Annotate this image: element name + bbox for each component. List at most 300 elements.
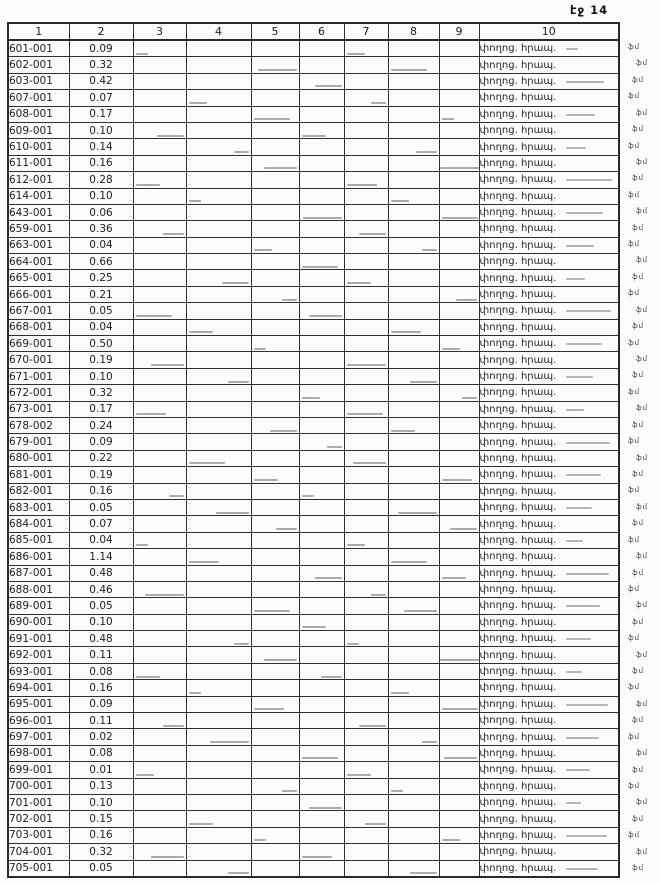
land-use-label: փողոց. հրապ. xyxy=(479,354,557,366)
land-use-label: փողոց. հրապ. xyxy=(479,731,557,743)
empty-cell xyxy=(251,270,299,286)
empty-cell xyxy=(439,549,479,565)
empty-cell xyxy=(344,811,388,827)
land-use-label: փողոց. հրապ. xyxy=(479,534,557,546)
empty-cell xyxy=(344,598,388,614)
empty-cell xyxy=(299,286,344,302)
empty-cell xyxy=(439,811,479,827)
empty-cell xyxy=(299,467,344,483)
land-use-cell xyxy=(479,499,619,515)
empty-cell xyxy=(299,745,344,761)
empty-cell xyxy=(251,352,299,368)
land-use-label: փողոց. հրապ. xyxy=(479,289,557,301)
empty-cell xyxy=(133,499,186,515)
empty-cell xyxy=(439,106,479,122)
parcel-id-cell: 601-001 xyxy=(8,40,69,57)
empty-cell xyxy=(299,827,344,843)
margin-note: ֆմ xyxy=(628,43,641,51)
table-row xyxy=(8,254,619,270)
parcel-id-cell: 659-001 xyxy=(8,221,69,237)
empty-cell xyxy=(251,254,299,270)
empty-cell xyxy=(388,237,439,253)
area-value-cell: 1.14 xyxy=(69,549,133,565)
land-use-label: փողոց. հրապ. xyxy=(479,797,557,809)
parcel-id-cell: 688-001 xyxy=(8,581,69,597)
empty-cell xyxy=(133,696,186,712)
empty-cell xyxy=(251,401,299,417)
table-row xyxy=(8,90,619,106)
land-use-label: փողոց. հրապ. xyxy=(479,59,557,71)
table-row xyxy=(8,467,619,483)
empty-cell xyxy=(299,57,344,73)
empty-cell xyxy=(133,106,186,122)
empty-cell xyxy=(299,811,344,827)
table-row xyxy=(8,614,619,630)
empty-cell xyxy=(439,204,479,220)
empty-cell xyxy=(251,729,299,745)
empty-cell xyxy=(299,303,344,319)
land-use-cell xyxy=(479,663,619,679)
land-use-label: փողոց. հրապ. xyxy=(479,567,557,579)
empty-cell xyxy=(133,319,186,335)
area-value-cell: 0.21 xyxy=(69,286,133,302)
empty-cell xyxy=(133,663,186,679)
empty-cell xyxy=(251,516,299,532)
empty-cell xyxy=(388,581,439,597)
empty-cell xyxy=(299,631,344,647)
empty-cell xyxy=(344,745,388,761)
empty-cell xyxy=(251,663,299,679)
table-body xyxy=(8,40,619,877)
empty-cell xyxy=(439,516,479,532)
empty-cell xyxy=(439,155,479,171)
table-row xyxy=(8,696,619,712)
parcel-id-cell: 702-001 xyxy=(8,811,69,827)
table-row xyxy=(8,106,619,122)
empty-cell xyxy=(299,352,344,368)
land-use-label: փողոց. հրապ. xyxy=(479,305,557,317)
empty-cell xyxy=(299,713,344,729)
header-row xyxy=(8,23,619,40)
area-value-cell: 0.10 xyxy=(69,794,133,810)
empty-cell xyxy=(388,270,439,286)
empty-cell xyxy=(299,385,344,401)
parcel-id-cell: 614-001 xyxy=(8,188,69,204)
empty-cell xyxy=(299,450,344,466)
empty-cell xyxy=(299,254,344,270)
land-use-label: փողոց. հրապ. xyxy=(479,223,557,235)
empty-cell xyxy=(299,729,344,745)
margin-note: ֆմ xyxy=(628,584,641,593)
empty-cell xyxy=(344,237,388,253)
empty-cell xyxy=(439,40,479,57)
land-use-cell xyxy=(479,450,619,466)
land-use-label: փողոց. հրապ. xyxy=(479,420,557,432)
parcel-id-cell: 701-001 xyxy=(8,794,69,810)
empty-cell xyxy=(388,319,439,335)
empty-cell xyxy=(388,385,439,401)
empty-cell xyxy=(133,303,186,319)
land-use-cell xyxy=(479,90,619,106)
empty-cell xyxy=(344,844,388,860)
empty-cell xyxy=(344,860,388,877)
empty-cell xyxy=(344,794,388,810)
empty-cell xyxy=(133,254,186,270)
parcel-id-cell: 689-001 xyxy=(8,598,69,614)
parcel-id-cell: 666-001 xyxy=(8,286,69,302)
empty-cell xyxy=(251,794,299,810)
empty-cell xyxy=(133,237,186,253)
land-use-cell xyxy=(479,237,619,253)
empty-cell xyxy=(133,778,186,794)
empty-cell xyxy=(133,450,186,466)
land-use-cell xyxy=(479,647,619,663)
parcel-id-cell: 608-001 xyxy=(8,106,69,122)
land-use-label: փողոց. հրապ. xyxy=(479,764,557,776)
empty-cell xyxy=(388,155,439,171)
land-use-cell xyxy=(479,811,619,827)
land-use-cell xyxy=(479,827,619,843)
empty-cell xyxy=(439,581,479,597)
empty-cell xyxy=(299,778,344,794)
empty-cell xyxy=(388,680,439,696)
empty-cell xyxy=(439,745,479,761)
empty-cell xyxy=(439,254,479,270)
land-use-cell xyxy=(479,204,619,220)
margin-note: ֆմ xyxy=(632,223,645,232)
empty-cell xyxy=(251,696,299,712)
area-value-cell: 0.25 xyxy=(69,270,133,286)
empty-cell xyxy=(186,516,251,532)
table-row xyxy=(8,729,619,745)
land-use-cell xyxy=(479,631,619,647)
land-use-cell xyxy=(479,598,619,614)
empty-cell xyxy=(344,204,388,220)
empty-cell xyxy=(186,254,251,270)
land-use-label: փողոց. հրապ. xyxy=(479,108,557,120)
empty-cell xyxy=(251,565,299,581)
empty-cell xyxy=(344,827,388,843)
land-use-label: փողոց. հրապ. xyxy=(479,682,557,694)
margin-note: ֆմ xyxy=(632,371,645,380)
empty-cell xyxy=(186,368,251,384)
empty-cell xyxy=(251,106,299,122)
empty-cell xyxy=(251,40,299,57)
empty-cell xyxy=(133,565,186,581)
empty-cell xyxy=(186,319,251,335)
parcel-table xyxy=(7,22,620,878)
empty-cell xyxy=(439,172,479,188)
land-use-label: փողոց. հրապ. xyxy=(479,452,557,464)
empty-cell xyxy=(251,336,299,352)
empty-cell xyxy=(388,188,439,204)
empty-cell xyxy=(186,336,251,352)
empty-cell xyxy=(251,483,299,499)
land-use-label: փողոց. հրապ. xyxy=(479,43,557,55)
empty-cell xyxy=(344,303,388,319)
empty-cell xyxy=(344,532,388,548)
margin-note: ֆմ xyxy=(636,108,649,117)
empty-cell xyxy=(186,581,251,597)
empty-cell xyxy=(388,811,439,827)
parcel-id-cell: 611-001 xyxy=(8,155,69,171)
parcel-id-cell: 691-001 xyxy=(8,631,69,647)
empty-cell xyxy=(344,286,388,302)
table-row xyxy=(8,516,619,532)
land-use-cell xyxy=(479,696,619,712)
parcel-id-cell: 679-001 xyxy=(8,434,69,450)
margin-note: ֆմ xyxy=(636,502,649,511)
empty-cell xyxy=(133,483,186,499)
empty-cell xyxy=(388,631,439,647)
empty-cell xyxy=(388,663,439,679)
land-use-label: փողոց. հրապ. xyxy=(479,321,557,333)
margin-note: ֆմ xyxy=(628,92,641,101)
empty-cell xyxy=(388,172,439,188)
empty-cell xyxy=(439,713,479,729)
empty-cell xyxy=(299,106,344,122)
empty-cell xyxy=(388,254,439,270)
empty-cell xyxy=(186,303,251,319)
empty-cell xyxy=(251,467,299,483)
land-use-cell xyxy=(479,614,619,630)
empty-cell xyxy=(439,794,479,810)
margin-note: ֆմ xyxy=(632,75,645,84)
empty-cell xyxy=(299,188,344,204)
land-use-cell xyxy=(479,434,619,450)
empty-cell xyxy=(344,663,388,679)
empty-cell xyxy=(186,204,251,220)
empty-cell xyxy=(186,598,251,614)
empty-cell xyxy=(133,827,186,843)
empty-cell xyxy=(344,565,388,581)
empty-cell xyxy=(388,40,439,57)
area-value-cell: 0.08 xyxy=(69,663,133,679)
empty-cell xyxy=(344,368,388,384)
page-number-label: էջ 14 xyxy=(570,3,609,17)
margin-note: ֆմ xyxy=(632,568,645,577)
empty-cell xyxy=(344,90,388,106)
area-value-cell: 0.07 xyxy=(69,90,133,106)
table-row xyxy=(8,762,619,778)
empty-cell xyxy=(299,40,344,57)
area-value-cell: 0.05 xyxy=(69,598,133,614)
area-value-cell: 0.10 xyxy=(69,122,133,138)
area-value-cell: 0.48 xyxy=(69,631,133,647)
empty-cell xyxy=(186,844,251,860)
parcel-id-cell: 686-001 xyxy=(8,549,69,565)
empty-cell xyxy=(133,860,186,877)
empty-cell xyxy=(344,762,388,778)
empty-cell xyxy=(344,139,388,155)
empty-cell xyxy=(299,614,344,630)
empty-cell xyxy=(186,57,251,73)
area-value-cell: 0.10 xyxy=(69,188,133,204)
empty-cell xyxy=(344,221,388,237)
empty-cell xyxy=(186,713,251,729)
empty-cell xyxy=(439,631,479,647)
parcel-id-cell: 699-001 xyxy=(8,762,69,778)
land-use-cell xyxy=(479,139,619,155)
empty-cell xyxy=(439,303,479,319)
empty-cell xyxy=(251,417,299,433)
table-row xyxy=(8,417,619,433)
empty-cell xyxy=(344,188,388,204)
area-value-cell: 0.15 xyxy=(69,811,133,827)
empty-cell xyxy=(251,385,299,401)
area-value-cell: 0.08 xyxy=(69,745,133,761)
empty-cell xyxy=(439,696,479,712)
empty-cell xyxy=(251,73,299,89)
empty-cell xyxy=(299,434,344,450)
empty-cell xyxy=(251,434,299,450)
empty-cell xyxy=(186,811,251,827)
empty-cell xyxy=(133,139,186,155)
table-row xyxy=(8,336,619,352)
empty-cell xyxy=(299,319,344,335)
table-row xyxy=(8,483,619,499)
column-header: 8 xyxy=(388,23,439,40)
land-use-cell xyxy=(479,467,619,483)
parcel-id-cell: 696-001 xyxy=(8,713,69,729)
land-use-label: փողոց. հրապ. xyxy=(479,75,557,87)
empty-cell xyxy=(251,499,299,515)
empty-cell xyxy=(388,794,439,810)
empty-cell xyxy=(439,499,479,515)
area-value-cell: 0.22 xyxy=(69,450,133,466)
table-row xyxy=(8,565,619,581)
column-header: 3 xyxy=(133,23,186,40)
margin-note: ֆմ xyxy=(628,535,641,544)
parcel-id-cell: 687-001 xyxy=(8,565,69,581)
empty-cell xyxy=(344,336,388,352)
table-row xyxy=(8,57,619,73)
empty-cell xyxy=(186,188,251,204)
empty-cell xyxy=(299,860,344,877)
parcel-id-cell: 697-001 xyxy=(8,729,69,745)
table-row xyxy=(8,40,619,57)
empty-cell xyxy=(133,729,186,745)
empty-cell xyxy=(133,713,186,729)
margin-note: ֆմ xyxy=(628,486,641,495)
empty-cell xyxy=(439,565,479,581)
land-use-cell xyxy=(479,336,619,352)
margin-note: ֆմ xyxy=(632,519,645,528)
empty-cell xyxy=(133,40,186,57)
empty-cell xyxy=(439,860,479,877)
empty-cell xyxy=(186,450,251,466)
empty-cell xyxy=(388,598,439,614)
column-header: 1 xyxy=(8,23,69,40)
empty-cell xyxy=(251,204,299,220)
area-value-cell: 0.11 xyxy=(69,713,133,729)
empty-cell xyxy=(186,467,251,483)
land-use-cell xyxy=(479,172,619,188)
empty-cell xyxy=(299,122,344,138)
empty-cell xyxy=(439,221,479,237)
empty-cell xyxy=(133,286,186,302)
table-row xyxy=(8,794,619,810)
empty-cell xyxy=(388,713,439,729)
empty-cell xyxy=(186,647,251,663)
area-value-cell: 0.05 xyxy=(69,499,133,515)
land-use-label: փողոց. հրապ. xyxy=(479,256,557,268)
area-value-cell: 0.19 xyxy=(69,352,133,368)
margin-note: ֆմ xyxy=(632,716,645,725)
empty-cell xyxy=(344,254,388,270)
empty-cell xyxy=(439,401,479,417)
land-use-label: փողոց. հրապ. xyxy=(479,698,557,710)
empty-cell xyxy=(133,90,186,106)
empty-cell xyxy=(299,663,344,679)
area-value-cell: 0.10 xyxy=(69,614,133,630)
empty-cell xyxy=(251,811,299,827)
margin-note: ֆմ xyxy=(628,240,641,249)
empty-cell xyxy=(299,762,344,778)
empty-cell xyxy=(133,516,186,532)
empty-cell xyxy=(344,450,388,466)
empty-cell xyxy=(186,172,251,188)
land-use-label: փողոց. հրապ. xyxy=(479,747,557,759)
empty-cell xyxy=(439,827,479,843)
land-use-label: փողոց. հրապ. xyxy=(479,125,557,137)
margin-note: ֆմ xyxy=(636,650,649,659)
empty-cell xyxy=(186,483,251,499)
empty-cell xyxy=(439,450,479,466)
empty-cell xyxy=(299,598,344,614)
empty-cell xyxy=(299,368,344,384)
area-value-cell: 0.02 xyxy=(69,729,133,745)
area-value-cell: 0.32 xyxy=(69,844,133,860)
area-value-cell: 0.32 xyxy=(69,385,133,401)
empty-cell xyxy=(186,614,251,630)
land-use-cell xyxy=(479,303,619,319)
parcel-id-cell: 607-001 xyxy=(8,90,69,106)
empty-cell xyxy=(251,614,299,630)
empty-cell xyxy=(388,467,439,483)
parcel-id-cell: 695-001 xyxy=(8,696,69,712)
area-value-cell: 0.17 xyxy=(69,106,133,122)
empty-cell xyxy=(299,794,344,810)
empty-cell xyxy=(133,155,186,171)
empty-cell xyxy=(388,762,439,778)
area-value-cell: 0.11 xyxy=(69,647,133,663)
empty-cell xyxy=(344,516,388,532)
empty-cell xyxy=(439,729,479,745)
margin-note: ֆմ xyxy=(628,831,641,840)
table-row xyxy=(8,827,619,843)
empty-cell xyxy=(251,680,299,696)
empty-cell xyxy=(186,221,251,237)
table-row xyxy=(8,581,619,597)
empty-cell xyxy=(251,549,299,565)
empty-cell xyxy=(251,532,299,548)
empty-cell xyxy=(251,598,299,614)
margin-note: ֆմ xyxy=(636,207,649,216)
area-value-cell: 0.05 xyxy=(69,860,133,877)
land-use-label: փողոց. հրապ. xyxy=(479,584,557,596)
area-value-cell: 0.66 xyxy=(69,254,133,270)
empty-cell xyxy=(439,319,479,335)
empty-cell xyxy=(439,663,479,679)
empty-cell xyxy=(133,794,186,810)
empty-cell xyxy=(439,73,479,89)
empty-cell xyxy=(344,434,388,450)
land-use-cell xyxy=(479,844,619,860)
empty-cell xyxy=(439,385,479,401)
empty-cell xyxy=(439,434,479,450)
empty-cell xyxy=(251,90,299,106)
